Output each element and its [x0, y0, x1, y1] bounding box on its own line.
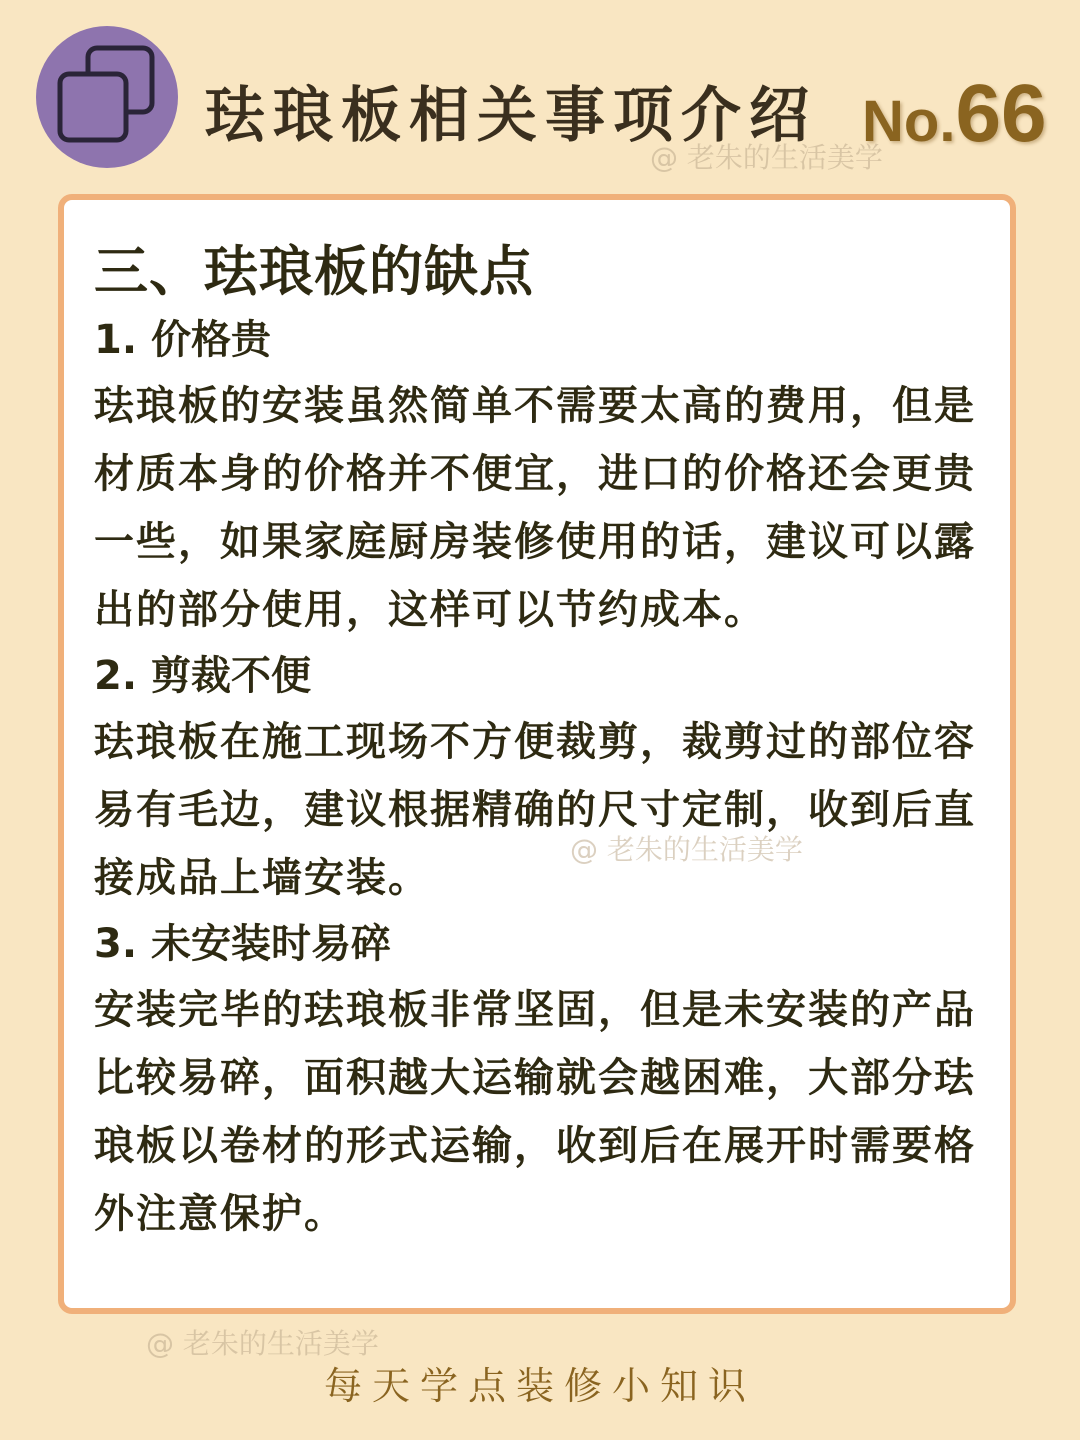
- watermark: @ 老朱的生活美学: [650, 141, 883, 174]
- item-heading: 1. 价格贵: [94, 317, 271, 363]
- item-heading: 3. 未安装时易碎: [94, 921, 391, 967]
- page-title: 珐琅板相关事项介绍: [205, 81, 817, 151]
- watermark: @ 老朱的生活美学: [146, 1327, 379, 1360]
- item-body: 珐琅板在施工现场不方便裁剪，裁剪过的部位容易有毛边，建议根据精确的尺寸定制，收到后直接成品上墙安装。: [94, 719, 976, 901]
- issue-number: [862, 66, 1047, 162]
- content-card: [58, 194, 1016, 1314]
- issue-number-value: 66: [955, 68, 1047, 159]
- logo-badge: [36, 26, 178, 168]
- issue-number-prefix: No.: [862, 89, 956, 154]
- card-content: [94, 236, 988, 1248]
- watermark: @ 老朱的生活美学: [570, 833, 803, 866]
- item-body: 安装完毕的珐琅板非常坚固，但是未安装的产品比较易碎，面积越大运输就会越困难，大部分珐琅板以卷材的形式运输，收到后在展开时需要格外注意保护。: [94, 987, 976, 1237]
- footer-tagline: 每天学点装修小知识: [323, 1364, 756, 1408]
- item-heading: 2. 剪裁不便: [94, 653, 311, 699]
- item-body: 珐琅板的安装虽然简单不需要太高的费用，但是材质本身的价格并不便宜，进口的价格还会更贵一些，如果家庭厨房装修使用的话，建议可以露出的部分使用，这样可以节约成本。: [94, 383, 976, 633]
- section-title: 三、珐琅板的缺点: [94, 240, 534, 303]
- overlapping-squares-icon: [36, 26, 178, 168]
